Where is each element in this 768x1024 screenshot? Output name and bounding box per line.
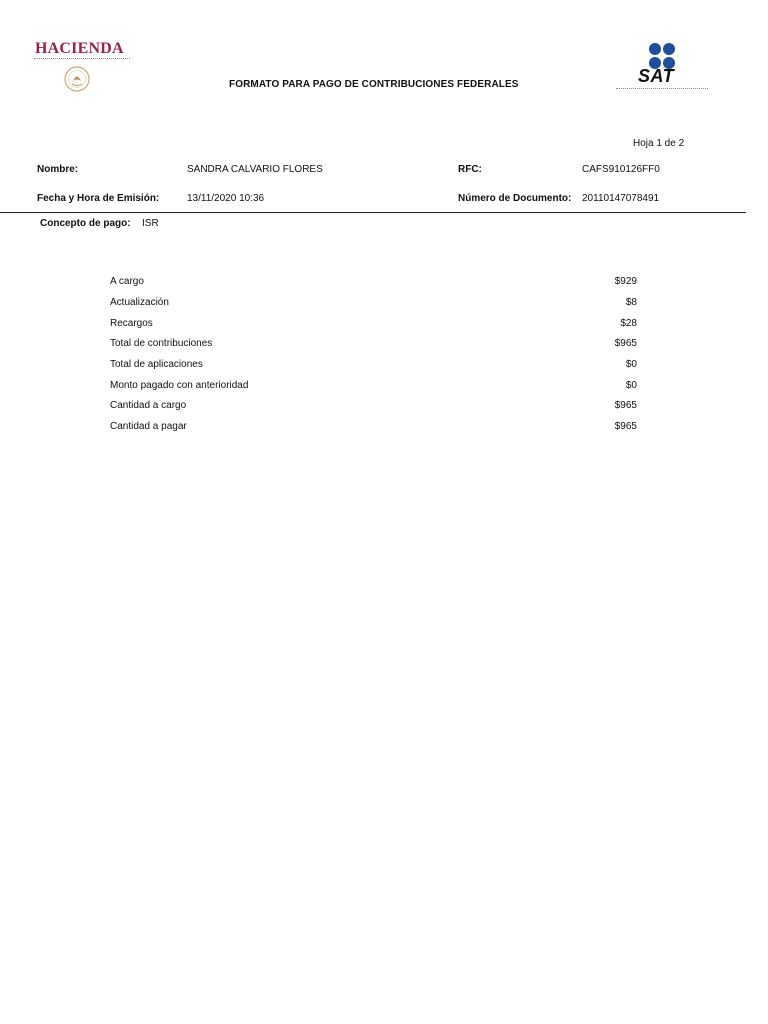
sat-logo <box>612 38 710 108</box>
item-label: Cantidad a cargo <box>110 400 187 411</box>
documento-label: Número de Documento: <box>458 193 572 204</box>
hacienda-logo <box>28 36 128 92</box>
item-label: Actualización <box>110 297 169 308</box>
item-label: A cargo <box>110 276 144 287</box>
fecha-value: 13/11/2020 10:36 <box>187 193 265 204</box>
sat-logo-text: SAT <box>638 66 675 86</box>
page-indicator: Hoja 1 de 2 <box>633 138 685 149</box>
hacienda-tagline-line <box>34 58 130 60</box>
national-seal-icon <box>64 66 90 92</box>
item-label: Total de aplicaciones <box>110 359 203 370</box>
fecha-label: Fecha y Hora de Emisión: <box>37 193 160 204</box>
item-amount: $929 <box>614 276 637 287</box>
rfc-value: CAFS910126FF0 <box>582 164 660 175</box>
rfc-label: RFC: <box>458 164 482 175</box>
concepto-value: ISR <box>142 218 159 229</box>
item-label: Monto pagado con anterioridad <box>110 380 249 391</box>
hacienda-logo-text: HACIENDA <box>35 40 124 57</box>
item-amount: $0 <box>625 380 637 391</box>
item-label: Recargos <box>110 318 153 329</box>
item-label: Total de contribuciones <box>110 338 213 349</box>
page-title: FORMATO PARA PAGO DE CONTRIBUCIONES FEDERALES <box>229 79 519 90</box>
documento-value: 20110147078491 <box>582 193 660 204</box>
item-amount: $28 <box>620 318 637 329</box>
section-divider <box>0 212 746 213</box>
nombre-value: SANDRA CALVARIO FLORES <box>187 164 323 175</box>
item-amount: $0 <box>625 359 637 370</box>
item-amount: $965 <box>614 400 637 411</box>
concepto-label: Concepto de pago: <box>40 218 131 229</box>
nombre-label: Nombre: <box>37 164 79 175</box>
item-label: Cantidad a pagar <box>110 421 187 432</box>
sat-tagline-line <box>616 88 708 90</box>
item-amount: $965 <box>614 421 637 432</box>
item-amount: $8 <box>625 297 637 308</box>
item-amount: $965 <box>614 338 637 349</box>
